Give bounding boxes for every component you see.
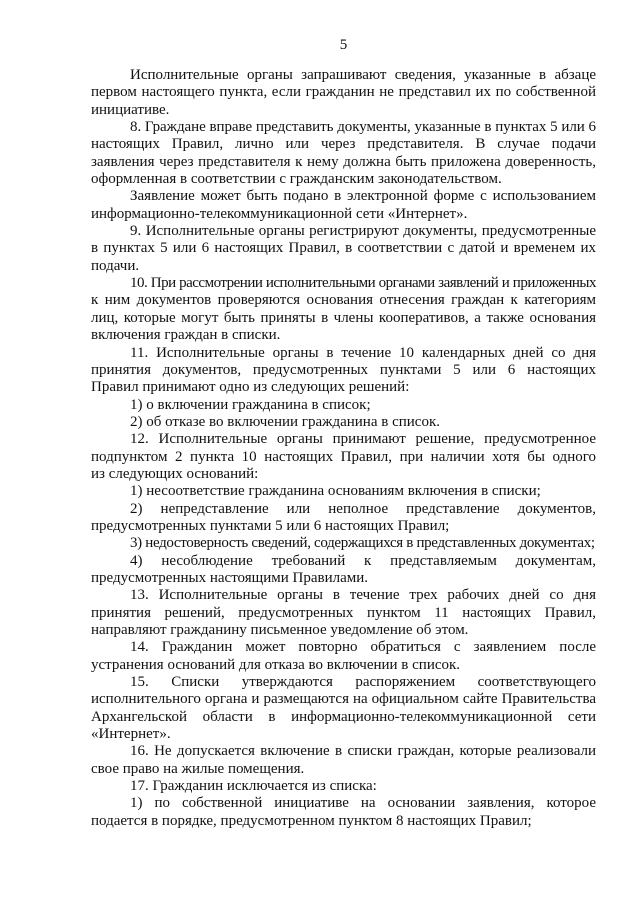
text-line: свое право на жилые помещения. — [91, 760, 305, 777]
item-12-subitem-1 — [91, 483, 596, 500]
text-line: исполнительного органа и размещаются на официальном сайте Правительства — [91, 691, 596, 708]
text-line: Заявление может быть подано в электронной форме с использованием — [130, 188, 596, 205]
item-12-subitem-2 — [91, 501, 596, 536]
document-body — [91, 67, 596, 830]
text-line: 1) по собственной инициативе на основании заявления, которое — [130, 795, 596, 812]
text-line: информационно-телекоммуникационной сети «Интернет». — [91, 205, 468, 222]
text-line: подпунктом 2 пункта 10 настоящих Правил, при наличии хотя бы одного — [91, 448, 596, 465]
text-line: 2) об отказе во включении гражданина в список. — [130, 413, 440, 430]
text-line: 8. Граждане вправе представить документы, указанные в пунктах 5 или 6 — [130, 119, 596, 136]
item-12-subitem-3 — [91, 535, 596, 552]
text-line: 13. Исполнительные органы в течение трех рабочих дней со дня — [130, 587, 596, 604]
text-line: настоящих Правил, лично или через представителя. В случае подачи — [91, 136, 596, 153]
text-line: подается в порядке, предусмотренном пунктом 8 настоящих Правил; — [91, 812, 532, 829]
item-12 — [91, 431, 596, 483]
page-number: 5 — [339, 37, 348, 53]
text-line: 10. При рассмотрении исполнительными органами заявлений и приложенных — [130, 275, 596, 292]
item-10 — [91, 275, 596, 344]
item-8-electronic-submission — [91, 188, 596, 223]
text-line: в пунктах 5 или 6 настоящих Правил, в соответствии с датой и временем их — [91, 240, 596, 257]
item-12-subitem-4 — [91, 553, 596, 588]
text-line: Правил принимают одно из следующих решений: — [91, 379, 410, 396]
text-line: принятия решений, предусмотренных пунктом 11 настоящих Правил, — [91, 604, 596, 621]
item-11 — [91, 345, 596, 397]
text-line: направляют гражданину письменное уведомление об этом. — [91, 622, 469, 638]
item-13 — [91, 587, 596, 639]
text-line: 11. Исполнительные органы в течение 10 календарных дней со дня — [130, 344, 596, 361]
text-line: 12. Исполнительные органы принимают решение, предусмотренное — [130, 431, 596, 448]
item-8 — [91, 119, 596, 188]
item-16 — [91, 743, 596, 778]
text-line: принятия документов, предусмотренных пунктами 5 или 6 настоящих — [91, 361, 596, 378]
item-17-subitem-1 — [91, 795, 596, 830]
text-line: подачи. — [91, 257, 140, 274]
item-15 — [91, 674, 596, 743]
item-7-continuation — [91, 67, 596, 119]
text-line: первом настоящего пункта, если гражданин не представил их по собственной — [91, 84, 596, 101]
text-line: 4) несоблюдение требований к представляемым документам, — [130, 552, 596, 569]
text-line: инициативе. — [91, 101, 170, 118]
text-line: 15. Списки утверждаются распоряжением соответствующего — [130, 674, 596, 691]
item-17 — [91, 778, 596, 795]
text-line: лиц, которые могут быть приняты в члены кооперативов, а также основания — [91, 309, 596, 326]
text-line: 14. Гражданин может повторно обратиться с заявлением после — [130, 639, 596, 656]
text-line: из следующих оснований: — [91, 465, 259, 482]
text-line: 9. Исполнительные органы регистрируют документы, предусмотренные — [130, 223, 596, 240]
text-line: 16. Не допускается включение в списки граждан, которые реализовали — [130, 743, 596, 760]
text-line: к ним документов проверяются основания отнесения граждан к категориям — [91, 292, 596, 309]
text-line: Исполнительные органы запрашивают сведения, указанные в абзаце — [130, 67, 596, 83]
text-line: 1) о включении гражданина в список; — [130, 396, 371, 413]
text-line: оформленная в соответствии с гражданским законодательством. — [91, 171, 502, 188]
text-line: предусмотренных настоящими Правилами. — [91, 569, 369, 586]
text-line: предусмотренных пунктами 5 или 6 настоящих Правил; — [91, 517, 450, 534]
text-line: 1) несоответствие гражданина основаниям включения в списки; — [130, 483, 541, 500]
item-11-subitem-2 — [91, 414, 596, 431]
item-9 — [91, 223, 596, 275]
text-line: 2) непредставление или неполное представление документов, — [130, 500, 596, 517]
item-14 — [91, 639, 596, 674]
text-line: включения граждан в списки. — [91, 327, 281, 344]
text-line: 3) недостоверность сведений, содержащихся в представленных документах; — [130, 535, 595, 552]
text-line: «Интернет». — [91, 726, 171, 743]
text-line: Архангельской области в информационно-телекоммуникационной сети — [91, 708, 596, 725]
text-line: устранения оснований для отказа во включении в список. — [91, 656, 461, 673]
text-line: 17. Гражданин исключается из списка: — [130, 778, 377, 795]
item-11-subitem-1 — [91, 397, 596, 414]
text-line: заявления через представителя к нему должна быть приложена доверенность, — [91, 153, 596, 170]
